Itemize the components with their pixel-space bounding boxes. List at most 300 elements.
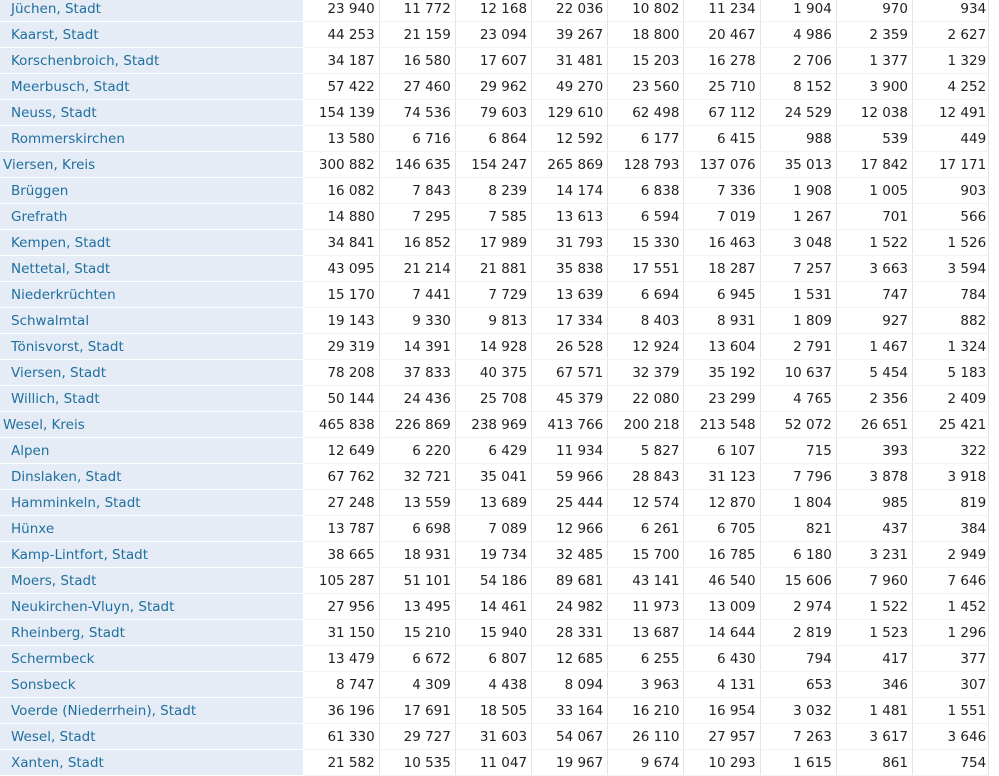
value-cell: 7 336: [684, 178, 760, 204]
value-cell: 7 960: [836, 568, 912, 594]
value-cell: 1 523: [836, 620, 912, 646]
value-cell: 3 963: [608, 672, 684, 698]
value-cell: 13 687: [608, 620, 684, 646]
value-cell: 13 639: [532, 282, 608, 308]
value-cell: 784: [913, 282, 989, 308]
table-row: [0, 620, 989, 646]
value-cell: 10 802: [608, 0, 684, 22]
table-row: [0, 360, 989, 386]
value-cell: 3 663: [836, 256, 912, 282]
value-cell: 2 791: [760, 334, 836, 360]
value-cell: 14 644: [684, 620, 760, 646]
value-cell: 13 559: [379, 490, 455, 516]
table-row: [0, 568, 989, 594]
value-cell: 1 481: [836, 698, 912, 724]
value-cell: 12 168: [455, 0, 531, 22]
value-cell: 18 287: [684, 256, 760, 282]
value-cell: 346: [836, 672, 912, 698]
value-cell: 539: [836, 126, 912, 152]
value-cell: 265 869: [532, 152, 608, 178]
value-cell: 32 485: [532, 542, 608, 568]
value-cell: 19 967: [532, 750, 608, 776]
value-cell: 17 989: [455, 230, 531, 256]
value-cell: 14 174: [532, 178, 608, 204]
value-cell: 11 234: [684, 0, 760, 22]
value-cell: 16 852: [379, 230, 455, 256]
value-cell: 322: [913, 438, 989, 464]
table-row: [0, 490, 989, 516]
value-cell: 1 531: [760, 282, 836, 308]
value-cell: 16 278: [684, 48, 760, 74]
value-cell: 1 526: [913, 230, 989, 256]
table-row: [0, 672, 989, 698]
value-cell: 24 529: [760, 100, 836, 126]
value-cell: 6 180: [760, 542, 836, 568]
value-cell: 25 708: [455, 386, 531, 412]
value-cell: 8 239: [455, 178, 531, 204]
value-cell: 13 580: [303, 126, 379, 152]
value-cell: 934: [913, 0, 989, 22]
value-cell: 11 772: [379, 0, 455, 22]
value-cell: 128 793: [608, 152, 684, 178]
value-cell: 12 592: [532, 126, 608, 152]
municipality-name-cell: Kamp-Lintfort, Stadt: [0, 542, 303, 568]
value-cell: 2 409: [913, 386, 989, 412]
value-cell: 4 438: [455, 672, 531, 698]
value-cell: 89 681: [532, 568, 608, 594]
municipality-name-cell: Brüggen: [0, 178, 303, 204]
value-cell: 4 765: [760, 386, 836, 412]
municipality-name-cell: Rommerskirchen: [0, 126, 303, 152]
value-cell: 9 674: [608, 750, 684, 776]
value-cell: 6 255: [608, 646, 684, 672]
value-cell: 78 208: [303, 360, 379, 386]
value-cell: 566: [913, 204, 989, 230]
value-cell: 1 452: [913, 594, 989, 620]
value-cell: 27 957: [684, 724, 760, 750]
value-cell: 43 095: [303, 256, 379, 282]
value-cell: 3 032: [760, 698, 836, 724]
value-cell: 417: [836, 646, 912, 672]
value-cell: 31 793: [532, 230, 608, 256]
municipality-name-cell: Moers, Stadt: [0, 568, 303, 594]
table-row: [0, 282, 989, 308]
value-cell: 12 574: [608, 490, 684, 516]
value-cell: 13 604: [684, 334, 760, 360]
value-cell: 28 331: [532, 620, 608, 646]
value-cell: 16 580: [379, 48, 455, 74]
value-cell: 51 101: [379, 568, 455, 594]
value-cell: 33 164: [532, 698, 608, 724]
value-cell: 3 617: [836, 724, 912, 750]
value-cell: 50 144: [303, 386, 379, 412]
value-cell: 1 809: [760, 308, 836, 334]
value-cell: 7 843: [379, 178, 455, 204]
value-cell: 17 171: [913, 152, 989, 178]
value-cell: 3 231: [836, 542, 912, 568]
value-cell: 3 900: [836, 74, 912, 100]
value-cell: 44 253: [303, 22, 379, 48]
value-cell: 12 870: [684, 490, 760, 516]
municipality-name-cell: Niederkrüchten: [0, 282, 303, 308]
value-cell: 10 535: [379, 750, 455, 776]
value-cell: 1 377: [836, 48, 912, 74]
table-row: [0, 542, 989, 568]
table-row: [0, 0, 989, 22]
value-cell: 13 613: [532, 204, 608, 230]
value-cell: 200 218: [608, 412, 684, 438]
value-cell: 26 651: [836, 412, 912, 438]
value-cell: 8 152: [760, 74, 836, 100]
value-cell: 27 956: [303, 594, 379, 620]
value-cell: 13 787: [303, 516, 379, 542]
value-cell: 26 110: [608, 724, 684, 750]
value-cell: 11 047: [455, 750, 531, 776]
value-cell: 21 881: [455, 256, 531, 282]
value-cell: 413 766: [532, 412, 608, 438]
value-cell: 54 067: [532, 724, 608, 750]
value-cell: 54 186: [455, 568, 531, 594]
municipality-name-cell: Kaarst, Stadt: [0, 22, 303, 48]
value-cell: 31 481: [532, 48, 608, 74]
value-cell: 17 334: [532, 308, 608, 334]
value-cell: 16 082: [303, 178, 379, 204]
value-cell: 4 252: [913, 74, 989, 100]
value-cell: 74 536: [379, 100, 455, 126]
value-cell: 1 522: [836, 230, 912, 256]
value-cell: 1 329: [913, 48, 989, 74]
municipality-name-cell: Meerbusch, Stadt: [0, 74, 303, 100]
value-cell: 23 299: [684, 386, 760, 412]
value-cell: 1 804: [760, 490, 836, 516]
value-cell: 307: [913, 672, 989, 698]
municipality-name-cell: Schermbeck: [0, 646, 303, 672]
value-cell: 7 585: [455, 204, 531, 230]
value-cell: 23 094: [455, 22, 531, 48]
value-cell: 903: [913, 178, 989, 204]
value-cell: 384: [913, 516, 989, 542]
value-cell: 31 150: [303, 620, 379, 646]
value-cell: 1 551: [913, 698, 989, 724]
value-cell: 34 841: [303, 230, 379, 256]
value-cell: 28 843: [608, 464, 684, 490]
value-cell: 882: [913, 308, 989, 334]
value-cell: 25 444: [532, 490, 608, 516]
value-cell: 29 962: [455, 74, 531, 100]
value-cell: 6 945: [684, 282, 760, 308]
value-cell: 14 928: [455, 334, 531, 360]
value-cell: 23 560: [608, 74, 684, 100]
table-row: [0, 48, 989, 74]
value-cell: 16 210: [608, 698, 684, 724]
value-cell: 653: [760, 672, 836, 698]
value-cell: 12 038: [836, 100, 912, 126]
value-cell: 238 969: [455, 412, 531, 438]
value-cell: 15 606: [760, 568, 836, 594]
value-cell: 2 974: [760, 594, 836, 620]
value-cell: 16 954: [684, 698, 760, 724]
value-cell: 1 296: [913, 620, 989, 646]
table-row: [0, 724, 989, 750]
value-cell: 927: [836, 308, 912, 334]
value-cell: 11 934: [532, 438, 608, 464]
value-cell: 79 603: [455, 100, 531, 126]
value-cell: 35 838: [532, 256, 608, 282]
value-cell: 17 607: [455, 48, 531, 74]
value-cell: 137 076: [684, 152, 760, 178]
value-cell: 6 716: [379, 126, 455, 152]
value-cell: 24 982: [532, 594, 608, 620]
value-cell: 12 649: [303, 438, 379, 464]
municipality-name-cell: Neuss, Stadt: [0, 100, 303, 126]
value-cell: 449: [913, 126, 989, 152]
value-cell: 13 479: [303, 646, 379, 672]
table-row: [0, 178, 989, 204]
value-cell: 821: [760, 516, 836, 542]
value-cell: 19 143: [303, 308, 379, 334]
value-cell: 213 548: [684, 412, 760, 438]
value-cell: 7 019: [684, 204, 760, 230]
value-cell: 10 293: [684, 750, 760, 776]
value-cell: 7 263: [760, 724, 836, 750]
value-cell: 7 295: [379, 204, 455, 230]
value-cell: 6 177: [608, 126, 684, 152]
value-cell: 17 842: [836, 152, 912, 178]
value-cell: 13 689: [455, 490, 531, 516]
value-cell: 6 694: [608, 282, 684, 308]
municipality-name-cell: Voerde (Niederrhein), Stadt: [0, 698, 303, 724]
value-cell: 129 610: [532, 100, 608, 126]
municipality-name-cell: Alpen: [0, 438, 303, 464]
value-cell: 6 415: [684, 126, 760, 152]
table-row: [0, 412, 989, 438]
municipality-name-cell: Hamminkeln, Stadt: [0, 490, 303, 516]
value-cell: 16 785: [684, 542, 760, 568]
value-cell: 39 267: [532, 22, 608, 48]
value-cell: 37 833: [379, 360, 455, 386]
value-cell: 15 940: [455, 620, 531, 646]
value-cell: 701: [836, 204, 912, 230]
value-cell: 6 705: [684, 516, 760, 542]
value-cell: 1 005: [836, 178, 912, 204]
value-cell: 2 949: [913, 542, 989, 568]
municipality-name-cell: Kempen, Stadt: [0, 230, 303, 256]
municipality-name-cell: Wesel, Stadt: [0, 724, 303, 750]
value-cell: 27 460: [379, 74, 455, 100]
value-cell: 6 594: [608, 204, 684, 230]
value-cell: 62 498: [608, 100, 684, 126]
district-name-cell: Wesel, Kreis: [0, 412, 303, 438]
value-cell: 29 727: [379, 724, 455, 750]
value-cell: 19 734: [455, 542, 531, 568]
value-cell: 38 665: [303, 542, 379, 568]
value-cell: 154 247: [455, 152, 531, 178]
municipality-name-cell: Nettetal, Stadt: [0, 256, 303, 282]
value-cell: 61 330: [303, 724, 379, 750]
value-cell: 67 112: [684, 100, 760, 126]
value-cell: 11 973: [608, 594, 684, 620]
table-row: [0, 204, 989, 230]
value-cell: 34 187: [303, 48, 379, 74]
value-cell: 17 691: [379, 698, 455, 724]
value-cell: 22 036: [532, 0, 608, 22]
value-cell: 300 882: [303, 152, 379, 178]
value-cell: 377: [913, 646, 989, 672]
value-cell: 40 375: [455, 360, 531, 386]
value-cell: 67 571: [532, 360, 608, 386]
value-cell: 45 379: [532, 386, 608, 412]
value-cell: 52 072: [760, 412, 836, 438]
value-cell: 861: [836, 750, 912, 776]
table-row: [0, 386, 989, 412]
value-cell: 23 940: [303, 0, 379, 22]
value-cell: 32 379: [608, 360, 684, 386]
municipality-name-cell: Sonsbeck: [0, 672, 303, 698]
value-cell: 3 594: [913, 256, 989, 282]
table-row: [0, 646, 989, 672]
table-row: [0, 698, 989, 724]
value-cell: 715: [760, 438, 836, 464]
value-cell: 6 838: [608, 178, 684, 204]
value-cell: 15 203: [608, 48, 684, 74]
value-cell: 2 356: [836, 386, 912, 412]
value-cell: 6 429: [455, 438, 531, 464]
value-cell: 754: [913, 750, 989, 776]
value-cell: 14 461: [455, 594, 531, 620]
table-row: [0, 750, 989, 776]
value-cell: 8 931: [684, 308, 760, 334]
value-cell: 21 214: [379, 256, 455, 282]
value-cell: 1 904: [760, 0, 836, 22]
value-cell: 4 131: [684, 672, 760, 698]
table-row: [0, 334, 989, 360]
value-cell: 4 986: [760, 22, 836, 48]
value-cell: 988: [760, 126, 836, 152]
table-row: [0, 516, 989, 542]
value-cell: 21 582: [303, 750, 379, 776]
value-cell: 8 403: [608, 308, 684, 334]
value-cell: 31 603: [455, 724, 531, 750]
value-cell: 6 107: [684, 438, 760, 464]
district-name-cell: Viersen, Kreis: [0, 152, 303, 178]
table-row: [0, 22, 989, 48]
value-cell: 7 796: [760, 464, 836, 490]
value-cell: 7 441: [379, 282, 455, 308]
value-cell: 3 646: [913, 724, 989, 750]
municipality-name-cell: Grefrath: [0, 204, 303, 230]
value-cell: 15 210: [379, 620, 455, 646]
value-cell: 5 454: [836, 360, 912, 386]
municipality-name-cell: Dinslaken, Stadt: [0, 464, 303, 490]
value-cell: 747: [836, 282, 912, 308]
value-cell: 21 159: [379, 22, 455, 48]
table-row: [0, 308, 989, 334]
value-cell: 5 183: [913, 360, 989, 386]
value-cell: 35 013: [760, 152, 836, 178]
municipality-name-cell: Rheinberg, Stadt: [0, 620, 303, 646]
value-cell: 35 192: [684, 360, 760, 386]
value-cell: 2 359: [836, 22, 912, 48]
table-row: [0, 126, 989, 152]
value-cell: 32 721: [379, 464, 455, 490]
value-cell: 13 495: [379, 594, 455, 620]
value-cell: 6 807: [455, 646, 531, 672]
value-cell: 15 170: [303, 282, 379, 308]
value-cell: 18 800: [608, 22, 684, 48]
table-row: [0, 230, 989, 256]
value-cell: 154 139: [303, 100, 379, 126]
table-row: [0, 74, 989, 100]
municipality-name-cell: Xanten, Stadt: [0, 750, 303, 776]
value-cell: 1 324: [913, 334, 989, 360]
value-cell: 819: [913, 490, 989, 516]
value-cell: 15 700: [608, 542, 684, 568]
table-row: [0, 152, 989, 178]
table-row: [0, 464, 989, 490]
municipality-name-cell: Korschenbroich, Stadt: [0, 48, 303, 74]
value-cell: 8 747: [303, 672, 379, 698]
value-cell: 36 196: [303, 698, 379, 724]
value-cell: 794: [760, 646, 836, 672]
value-cell: 1 615: [760, 750, 836, 776]
value-cell: 14 880: [303, 204, 379, 230]
municipality-name-cell: Willich, Stadt: [0, 386, 303, 412]
value-cell: 31 123: [684, 464, 760, 490]
value-cell: 25 710: [684, 74, 760, 100]
table-row: [0, 594, 989, 620]
value-cell: 2 706: [760, 48, 836, 74]
value-cell: 43 141: [608, 568, 684, 594]
value-cell: 27 248: [303, 490, 379, 516]
value-cell: 14 391: [379, 334, 455, 360]
value-cell: 16 463: [684, 230, 760, 256]
value-cell: 12 491: [913, 100, 989, 126]
value-cell: 25 421: [913, 412, 989, 438]
value-cell: 8 094: [532, 672, 608, 698]
value-cell: 35 041: [455, 464, 531, 490]
municipality-name-cell: Neukirchen-Vluyn, Stadt: [0, 594, 303, 620]
value-cell: 10 637: [760, 360, 836, 386]
value-cell: 5 827: [608, 438, 684, 464]
value-cell: 49 270: [532, 74, 608, 100]
value-cell: 1 522: [836, 594, 912, 620]
value-cell: 7 089: [455, 516, 531, 542]
table-row: [0, 256, 989, 282]
value-cell: 2 819: [760, 620, 836, 646]
value-cell: 15 330: [608, 230, 684, 256]
value-cell: 6 261: [608, 516, 684, 542]
value-cell: 6 220: [379, 438, 455, 464]
value-cell: 26 528: [532, 334, 608, 360]
municipality-name-cell: Jüchen, Stadt: [0, 0, 303, 22]
value-cell: 6 672: [379, 646, 455, 672]
value-cell: 57 422: [303, 74, 379, 100]
value-cell: 3 048: [760, 230, 836, 256]
value-cell: 985: [836, 490, 912, 516]
value-cell: 3 918: [913, 464, 989, 490]
table-row: [0, 438, 989, 464]
value-cell: 13 009: [684, 594, 760, 620]
value-cell: 46 540: [684, 568, 760, 594]
value-cell: 970: [836, 0, 912, 22]
value-cell: 7 257: [760, 256, 836, 282]
value-cell: 9 330: [379, 308, 455, 334]
value-cell: 22 080: [608, 386, 684, 412]
value-cell: 1 267: [760, 204, 836, 230]
value-cell: 6 864: [455, 126, 531, 152]
value-cell: 20 467: [684, 22, 760, 48]
value-cell: 1 908: [760, 178, 836, 204]
